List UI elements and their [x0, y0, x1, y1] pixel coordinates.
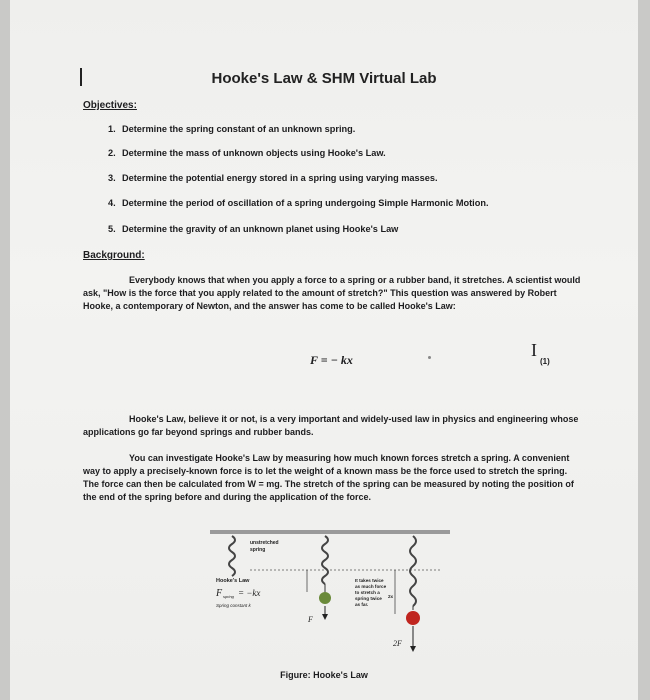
formula-rest: = −kx — [238, 588, 261, 598]
ceiling — [210, 530, 450, 534]
dot-mark — [428, 356, 431, 359]
background-paragraph-3: You can investigate Hooke's Law by measuring how much known forces stretch a spring. A convenient way to apply a precisely-known force is to let the weight of a known mass be the force used to stretch the spring. The force can then be calculated from W = mg. The stretch of the spring can be measured by noting the position of the end of the spring before and during the application of the force. — [83, 453, 574, 502]
label-spring-constant: Spring constant k — [216, 603, 251, 608]
label-unstretched: unstretched — [250, 540, 279, 546]
label-2x: 2x — [388, 594, 394, 599]
hookes-law-equation: F = − kx — [310, 353, 353, 367]
hookes-law-figure — [210, 530, 450, 665]
unstretched-spring — [229, 536, 235, 576]
background-heading: Background: — [83, 250, 145, 261]
note-line: as much force — [355, 584, 387, 589]
note-line: It takes twice — [355, 578, 384, 583]
stretched-spring-1 — [322, 536, 328, 584]
ibeam-cursor-icon: I — [531, 340, 537, 360]
note-line: to stretch a — [355, 590, 380, 595]
formula-f: F — [216, 588, 223, 599]
note-line: spring twice — [355, 596, 382, 601]
page-title: Hooke's Law & SHM Virtual Lab — [211, 70, 437, 87]
force-2f-label: 2F — [393, 639, 402, 648]
label-hookes-law: Hooke's Law — [216, 578, 250, 584]
list-item: 4. Determine the period of oscillation of a spring undergoing Simple Harmonic Motion. — [108, 198, 489, 208]
figure-caption: Figure: Hooke's Law — [280, 670, 368, 680]
objectives-heading: Objectives: — [83, 100, 137, 111]
note-line: as far. — [355, 602, 369, 607]
mass-2 — [406, 611, 420, 625]
list-item: 1. Determine the spring constant of an unknown spring. — [108, 124, 356, 134]
document-page — [10, 0, 638, 700]
mass-1 — [319, 592, 331, 604]
force-label: F — [308, 615, 313, 624]
list-item: 2. Determine the mass of unknown objects using Hooke's Law. — [108, 148, 386, 158]
background-paragraph-2: Hooke's Law, believe it or not, is a very important and widely-used law in physics and engineering whose applications go far beyond springs and rubber bands. — [83, 414, 579, 437]
background-paragraph-1: Everybody knows that when you apply a force to a spring or a rubber band, it stretches. A scientist would ask, "How is the force that you apply related to the amount of stretch?" This question was answered by Robert Hooke, a contemporary of Newton, and the answer has come to be called Hooke's Law: — [83, 275, 581, 311]
equation-number: (1) — [540, 357, 550, 366]
label-spring: spring — [250, 547, 266, 553]
list-item: 3. Determine the potential energy stored in a spring using varying masses. — [108, 173, 438, 183]
list-item: 5. Determine the gravity of an unknown planet using Hooke's Law — [108, 224, 399, 234]
stretched-spring-2 — [410, 536, 416, 606]
formula-sub: spring — [223, 594, 234, 599]
